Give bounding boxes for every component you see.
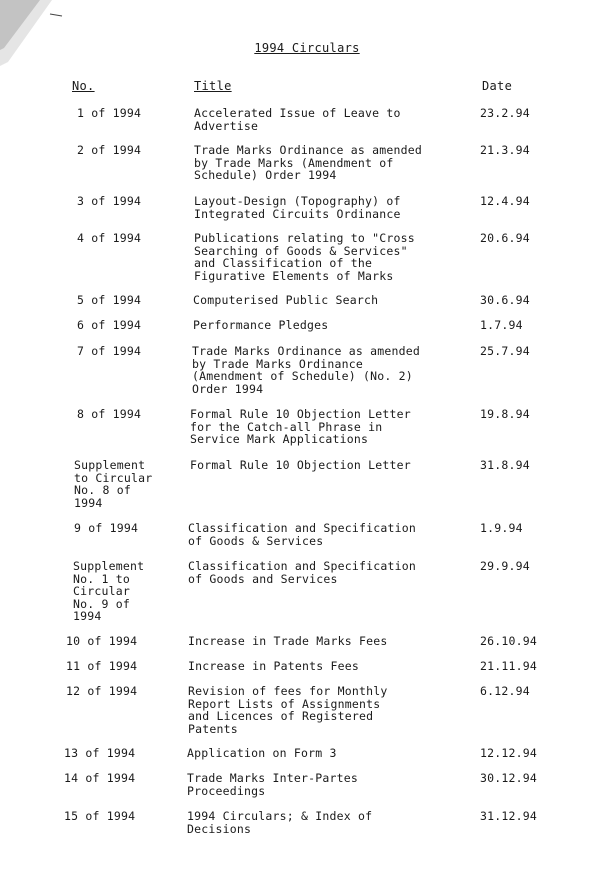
circular-title: Trade Marks Inter-Partes Proceedings [187, 771, 358, 798]
column-header-title: Title [194, 79, 232, 93]
circular-date: 31.12.94 [480, 809, 537, 823]
circular-date: 25.7.94 [480, 344, 530, 358]
circular-date: 29.9.94 [480, 559, 530, 573]
circular-title: Trade Marks Ordinance as amended by Trade Marks Ordinance (Amendment of Schedule) (No. 2) Order 1994 [192, 344, 420, 396]
circular-date: 21.11.94 [480, 659, 537, 673]
circular-title: Layout-Design (Topography) of Integrated Circuits Ordinance [194, 194, 401, 221]
circular-date: 30.6.94 [480, 293, 530, 307]
circular-title: Accelerated Issue of Leave to Advertise [194, 106, 401, 133]
circular-title: Formal Rule 10 Objection Letter for the Catch-all Phrase in Service Mark Applications [190, 407, 411, 447]
circular-title: Formal Rule 10 Objection Letter [190, 458, 411, 472]
circular-date: 21.3.94 [480, 143, 530, 157]
circular-date: 6.12.94 [480, 684, 530, 698]
circular-date: 12.12.94 [480, 746, 537, 760]
circular-date: 1.7.94 [480, 318, 523, 332]
circular-number: 7 of 1994 [77, 344, 142, 358]
circular-number: 6 of 1994 [77, 318, 142, 332]
circular-date: 19.8.94 [480, 407, 530, 421]
circular-number: 3 of 1994 [77, 194, 142, 208]
circular-number: 2 of 1994 [77, 143, 142, 157]
circular-date: 23.2.94 [480, 106, 530, 120]
circular-title: Classification and Specification of Goods and Services [188, 559, 416, 586]
circular-date: 1.9.94 [480, 521, 523, 535]
circular-number: 4 of 1994 [77, 231, 142, 245]
circular-number: 13 of 1994 [64, 746, 136, 760]
circular-number: 10 of 1994 [66, 634, 138, 648]
column-header-date: Date [482, 79, 513, 93]
circular-title: Computerised Public Search [193, 293, 379, 307]
circular-number: 15 of 1994 [64, 809, 136, 823]
circular-title: Trade Marks Ordinance as amended by Trade Marks (Amendment of Schedule) Order 1994 [194, 143, 422, 183]
circular-date: 12.4.94 [480, 194, 530, 208]
column-header-no: No. [72, 79, 95, 93]
circular-number: 12 of 1994 [66, 684, 138, 698]
document-title: 1994 Circulars [254, 41, 360, 55]
circular-number: 14 of 1994 [64, 771, 136, 785]
circular-title: Increase in Patents Fees [188, 659, 359, 673]
circular-title: Performance Pledges [193, 318, 329, 332]
circular-number: 9 of 1994 [74, 521, 139, 535]
circular-number: 11 of 1994 [66, 659, 138, 673]
circular-title: Application on Form 3 [187, 746, 337, 760]
circular-number: 8 of 1994 [77, 407, 142, 421]
circular-title: 1994 Circulars; & Index of Decisions [187, 809, 373, 836]
circular-number: Supplement to Circular No. 8 of 1994 [74, 458, 153, 510]
scan-corner-mark [0, 0, 70, 70]
circular-date: 31.8.94 [480, 458, 530, 472]
circular-date: 26.10.94 [480, 634, 537, 648]
circular-number: 5 of 1994 [77, 293, 142, 307]
circular-title: Revision of fees for Monthly Report Lists of Assignments and Licences of Registered Patents [188, 684, 388, 736]
circular-title: Publications relating to "Cross Searching of Goods & Services" and Classification of the Figurative Elements of Marks [194, 231, 415, 283]
circular-title: Increase in Trade Marks Fees [188, 634, 388, 648]
circular-number: 1 of 1994 [77, 106, 142, 120]
circular-date: 30.12.94 [480, 771, 537, 785]
circular-title: Classification and Specification of Goods & Services [188, 521, 416, 548]
circular-number: Supplement No. 1 to Circular No. 9 of 1994 [73, 559, 145, 624]
circular-date: 20.6.94 [480, 231, 530, 245]
